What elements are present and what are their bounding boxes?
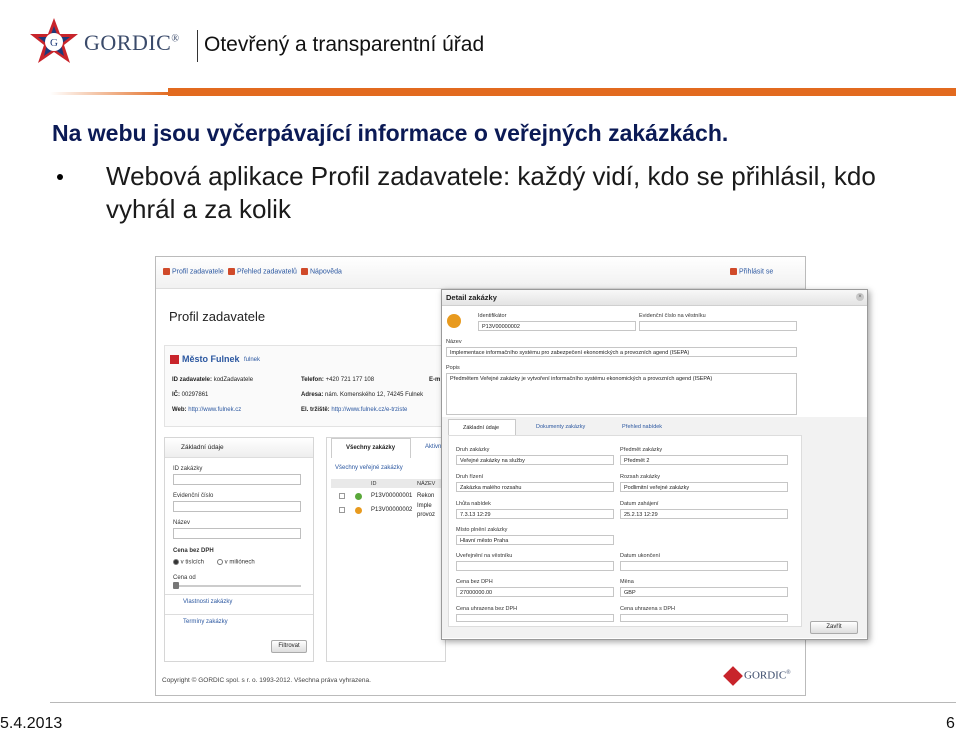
radio-selected-icon	[173, 559, 179, 565]
row-1-checkbox[interactable]	[339, 493, 345, 499]
app-footer: Copyright © GORDIC spol. s r. o. 1993-2012. Všechna práva vyhrazena.	[162, 677, 371, 684]
field-scope-label: Rozsah zakázky	[620, 474, 661, 480]
row-1-id[interactable]: P13V00000001	[371, 493, 413, 499]
desc-value[interactable]: Předmětem Veřejné zakázky je vytvoření informačního systému ekonomických a provozních agend (ISEPA)	[446, 373, 797, 415]
footer-gordic-logo: GORDIC®	[726, 669, 791, 683]
login-link[interactable]: Přihlásit se	[730, 268, 773, 275]
field-deadline-label: Lhůta nabídek	[456, 501, 491, 507]
city-code: fulnek	[244, 357, 261, 363]
authority-eboard: El. tržiště: http://www.fulnek.cz/e-trziste	[301, 407, 408, 413]
row-2-name-cont: provoz	[417, 512, 436, 518]
filter-divider	[165, 594, 313, 595]
gordic-mini-icon	[723, 666, 743, 686]
field-currency-label: Měna	[620, 579, 634, 585]
tab-all-contracts[interactable]: Všechny zakázky	[331, 438, 411, 458]
field-paid-net-value[interactable]	[456, 614, 614, 622]
filter-section-terms[interactable]: Termíny zakázky	[183, 619, 228, 625]
row-1-name[interactable]: Rekon	[417, 493, 435, 499]
filter-button[interactable]: Filtrovat	[271, 640, 307, 653]
nav-prehled-zadavatelu[interactable]: Přehled zadavatelů	[228, 268, 297, 275]
radio-unselected-icon	[217, 559, 223, 565]
field-start-value[interactable]: 25.2.13 12:29	[620, 509, 788, 519]
price-slider-track[interactable]	[173, 585, 301, 587]
brand-wordmark: GORDIC®	[84, 30, 180, 55]
filter-evid-input[interactable]	[173, 501, 301, 512]
row-2-checkbox[interactable]	[339, 507, 345, 513]
field-proc-label: Druh řízení	[456, 474, 484, 480]
authority-email-label: E-m	[429, 377, 441, 383]
field-kind-label: Druh zakázky	[456, 447, 490, 453]
filter-id-label: ID zakázky	[173, 466, 203, 472]
field-currency-value[interactable]: GBP	[620, 587, 788, 597]
filter-basic-header[interactable]: Základní údaje	[165, 438, 313, 458]
filter-price-label: Cena bez DPH	[173, 548, 214, 554]
field-paid-net-label: Cena uhrazena bez DPH	[456, 606, 518, 612]
dialog-title: Detail zakázky	[442, 290, 867, 306]
filter-divider-2	[165, 614, 313, 615]
app-top-nav	[156, 257, 806, 289]
authority-phone: Telefon: +420 721 177 108	[301, 377, 375, 383]
field-place-value[interactable]: Hlavní město Praha	[456, 535, 614, 545]
field-kind-value[interactable]: Veřejné zakázky na služby	[456, 455, 614, 465]
field-proc-value[interactable]: Zakázka malého rozsahu	[456, 482, 614, 492]
close-dialog-button[interactable]: Zavřít	[810, 621, 858, 634]
radio-millions[interactable]: v miliónech	[217, 559, 255, 566]
gordic-star-icon	[26, 16, 82, 70]
field-journal-label: Uveřejnění na věstníku	[456, 553, 513, 559]
field-price-value[interactable]: 27000000.00	[456, 587, 614, 597]
desc-label: Popis	[446, 365, 460, 371]
slide-page-number: 6	[946, 715, 955, 732]
bullet-icon	[57, 174, 63, 180]
header-divider	[197, 30, 198, 62]
status-pending-icon	[355, 507, 362, 514]
col-id-header[interactable]: ID	[371, 481, 377, 487]
name-label: Název	[446, 339, 462, 345]
nav-napoveda[interactable]: Nápověda	[301, 268, 342, 275]
slide-header-title: Otevřený a transparentní úřad	[204, 33, 485, 56]
field-end-value[interactable]	[620, 561, 788, 571]
tab-basic-info[interactable]: Základní údaje	[448, 419, 516, 435]
row-2-id[interactable]: P13V00000002	[371, 507, 413, 513]
tab-active-contracts[interactable]: Aktivn	[411, 438, 451, 458]
name-value[interactable]: Implementace informačního systému pro zabezpečení ekonomických a provozních agend (ISEPA)	[446, 347, 797, 357]
filter-name-label: Název	[173, 520, 191, 526]
detail-dialog	[441, 289, 868, 640]
authority-address: Adresa: nám. Komenského 12, 74245 Fulnek	[301, 392, 424, 398]
authority-web-link[interactable]: http://www.fulnek.cz	[188, 407, 242, 413]
field-deadline-value[interactable]: 7.3.13 12:29	[456, 509, 614, 519]
evid-value[interactable]	[639, 321, 797, 331]
field-paid-gross-label: Cena uhrazena s DPH	[620, 606, 676, 612]
authority-web: Web: http://www.fulnek.cz	[172, 407, 242, 413]
contract-list-panel	[326, 437, 446, 662]
price-from-label: Cena od	[173, 575, 196, 581]
tab-offers[interactable]: Přehled nabídek	[622, 424, 663, 430]
filter-name-input[interactable]	[173, 528, 301, 539]
field-end-label: Datum ukončení	[620, 553, 661, 559]
header-accent-bar	[168, 88, 956, 96]
close-icon[interactable]: ×	[856, 293, 864, 301]
page-title: Profil zadavatele	[169, 309, 266, 324]
field-subject-label: Předmět zakázky	[620, 447, 663, 453]
slide-bottom-rule	[50, 702, 956, 703]
status-ok-icon	[355, 493, 362, 500]
field-paid-gross-value[interactable]	[620, 614, 788, 622]
nav-profil-zadavatele[interactable]: Profil zadavatele	[163, 268, 224, 275]
identifier-label: Identifikátor	[478, 313, 507, 319]
authority-id: ID zadavatele: kodZadavatele	[172, 377, 254, 383]
city-crest-icon	[170, 355, 179, 364]
field-scope-value[interactable]: Podlimitní veřejné zakázky	[620, 482, 788, 492]
authority-eboard-link[interactable]: http://www.fulnek.cz/e-trziste	[331, 407, 408, 413]
bullet-text: Webová aplikace Profil zadavatele: každý vidí, kdo se přihlásil, kdo vyhrál a za kolik	[106, 161, 876, 224]
filter-evid-label: Evidenční číslo	[173, 493, 214, 499]
row-2-name[interactable]: Imple	[417, 503, 432, 509]
field-start-label: Datum zahájení	[620, 501, 659, 507]
slide-date: 5.4.2013	[0, 715, 63, 732]
price-slider-handle[interactable]	[173, 582, 179, 589]
col-name-header[interactable]: NÁZEV	[417, 481, 436, 487]
field-price-label: Cena bez DPH	[456, 579, 493, 585]
identifier-value[interactable]: P13V00000002	[478, 321, 636, 331]
status-pending-large-icon	[447, 314, 461, 328]
tab-documents[interactable]: Dokumenty zakázky	[536, 424, 586, 430]
list-caption: Všechny veřejné zakázky	[335, 465, 403, 471]
authority-ic: IČ: 00297861	[172, 392, 209, 398]
header-bar-fade	[50, 92, 170, 95]
evid-label: Evidenční číslo na věstníku	[639, 313, 706, 319]
field-place-label: Místo plnění zakázky	[456, 527, 508, 533]
field-journal-value[interactable]	[456, 561, 614, 571]
field-subject-value[interactable]: Předmět 2	[620, 455, 788, 465]
radio-thousands[interactable]: v tisících	[173, 559, 204, 566]
filter-panel	[164, 437, 314, 662]
city-name: Město Fulnek	[170, 354, 240, 364]
filter-section-props[interactable]: Vlastnosti zakázky	[183, 599, 233, 605]
slide-headline: Na webu jsou vyčerpávající informace o veřejných zakázkách.	[52, 120, 729, 146]
svg-text:G: G	[50, 37, 58, 49]
filter-id-input[interactable]	[173, 474, 301, 485]
